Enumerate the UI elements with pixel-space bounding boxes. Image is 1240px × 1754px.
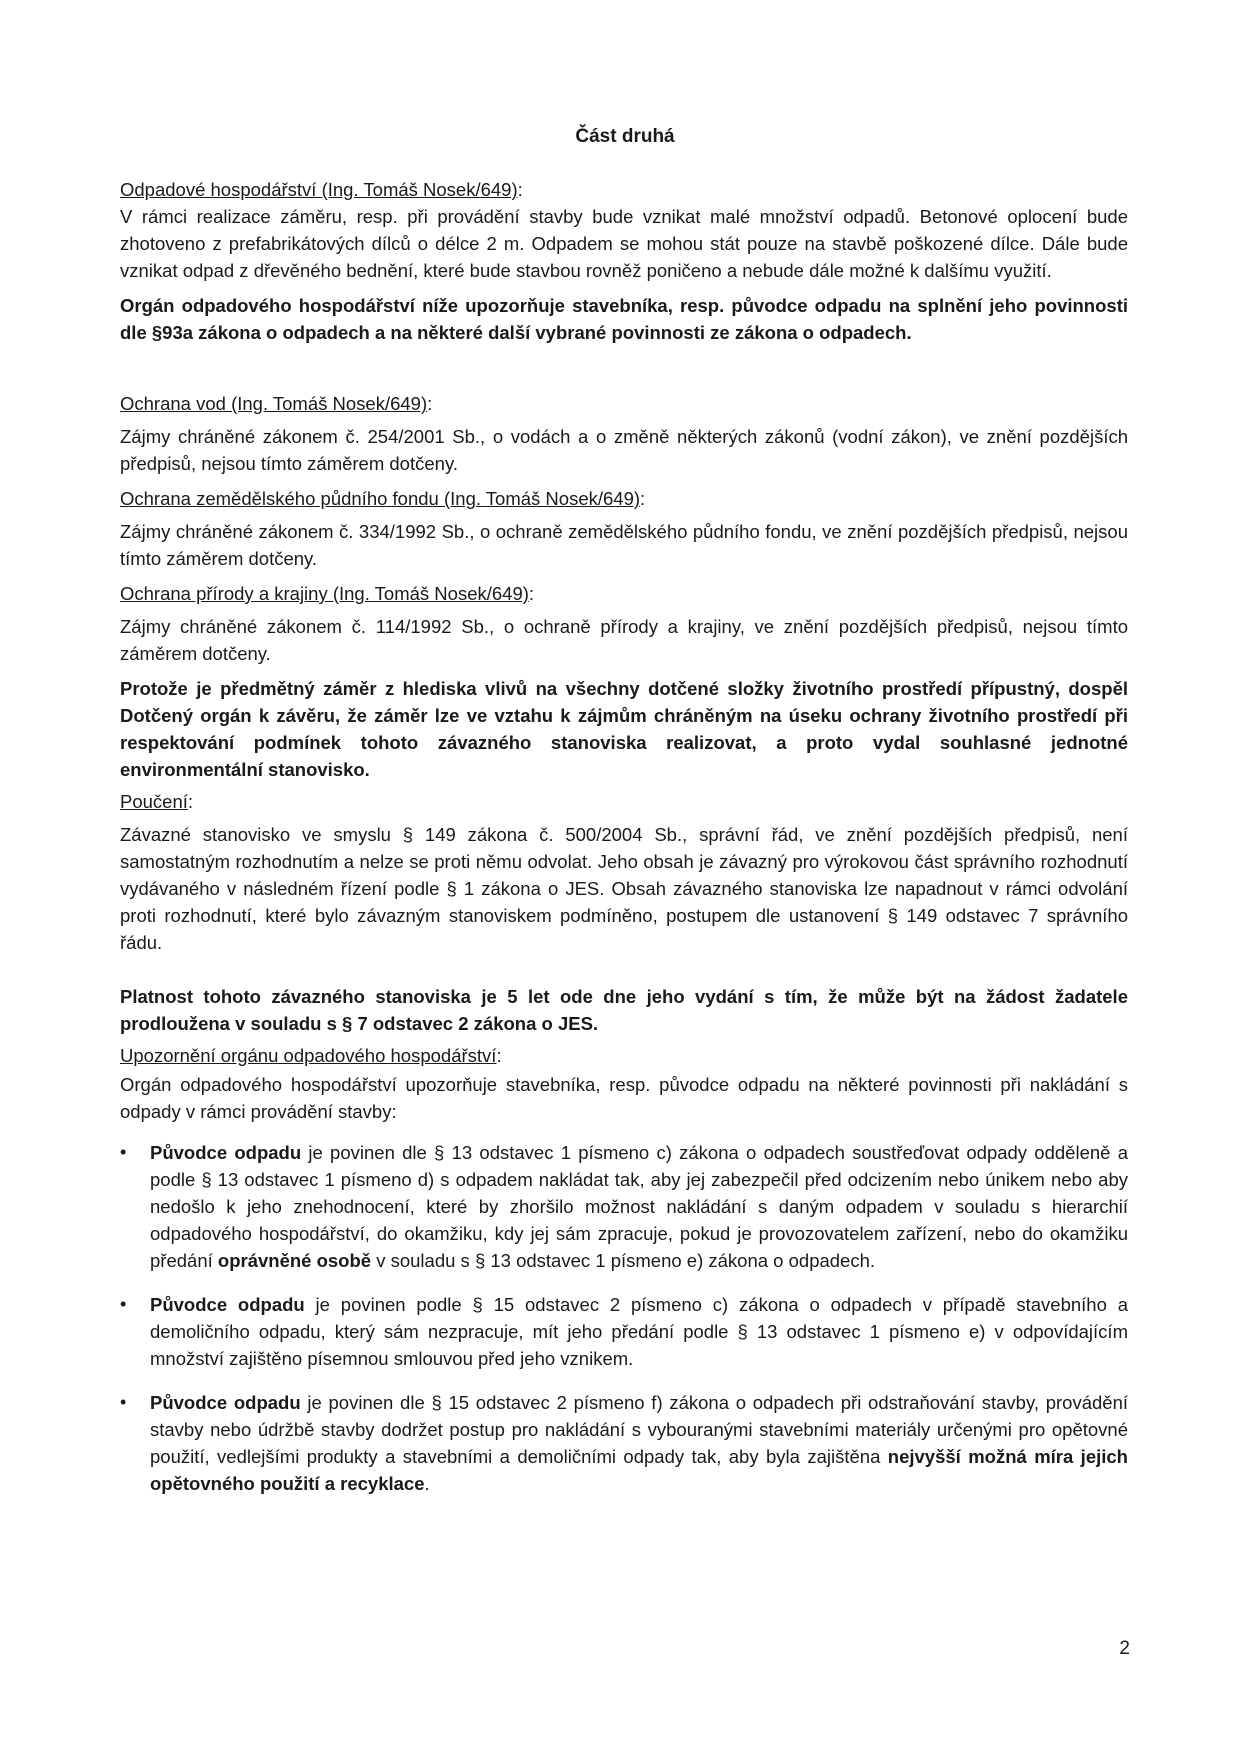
heading-text: Ochrana zemědělského půdního fondu (Ing. Tomáš Nosek/649) [120, 488, 641, 509]
heading-text: Poučení [120, 791, 188, 812]
paragraph-vody: Zájmy chráněné zákonem č. 254/2001 Sb., o vodách a o změně některých zákonů (vodní zákon), ve znění pozdějších předpisů, nejsou tímto záměrem dotčeny. [120, 426, 1128, 474]
section-heading-priroda [120, 580, 1128, 607]
heading-colon: : [427, 393, 433, 414]
heading-colon: : [640, 488, 646, 509]
section-heading-upozorneni [120, 1042, 1128, 1069]
heading-colon: : [496, 1045, 502, 1066]
section-vody [120, 390, 1128, 477]
heading-text: Ochrana přírody a krajiny (Ing. Tomáš Nosek/649) [120, 583, 529, 604]
item-text-end: v souladu s § 13 odstavec 1 písmeno e) zákona o odpadech. [371, 1250, 876, 1271]
page-number: 2 [1119, 1638, 1130, 1659]
paragraph-odpady: V rámci realizace záměru, resp. při provádění stavby bude vznikat malé množství odpadů. Betonové oplocení bude zhotoveno z prefabrikátových dílců o délce 2 m. Odpadem se mohou stát pouze na stavbě poškozené dílce. Dále bude vznikat odpad z dřevěného bednění, které bude stavbou rovněž poničeno a nebude dále možné k dalšímu využití. [120, 206, 1128, 281]
item-emphasis: nejvyšší možná míra jejich opětovného použití a recyklace [150, 1446, 1128, 1494]
list-item [120, 1291, 1128, 1372]
section-pudni [120, 485, 1128, 572]
paragraph-platnost: Platnost tohoto závazného stanoviska je 5 let ode dne jeho vydání s tím, že může být na žádost žadatele prodloužena v souladu s § 7 odstavec 2 zákona o JES. [120, 986, 1128, 1034]
paragraph-upozorneni-intro: Orgán odpadového hospodářství upozorňuje stavebníka, resp. původce odpadu na některé povinnosti při nakládání s odpady v rámci provádění stavby: [120, 1074, 1128, 1122]
section-odpady [120, 176, 1128, 346]
item-text: je povinen podle § 15 odstavec 2 písmeno c) zákona o odpadech v případě stavebního a demoličního odpadu, který sám nezpracuje, mít jeho předání podle § 13 odstavec 1 písmeno e) v odpovídajícím množství zajištěno písemnou smlouvou před jeho vznikem. [150, 1294, 1128, 1369]
heading-colon: : [187, 791, 194, 812]
item-lead: Původce odpadu [150, 1294, 305, 1315]
bullet-icon: • [120, 1142, 127, 1162]
section-upozorneni [120, 1042, 1128, 1514]
list-item [120, 1139, 1128, 1274]
heading-text: Upozornění orgánu odpadového hospodářství [120, 1045, 497, 1066]
paragraph-priroda: Zájmy chráněné zákonem č. 114/1992 Sb., o ochraně přírody a krajiny, ve znění pozdějších předpisů, nejsou tímto záměrem dotčeny. [120, 616, 1128, 664]
item-emphasis: oprávněné osobě [217, 1250, 372, 1271]
page-title: Část druhá [575, 126, 675, 147]
section-heading-vody [120, 390, 1128, 417]
heading-colon: : [528, 583, 535, 604]
paragraph-pouceni: Závazné stanovisko ve smyslu § 149 zákona č. 500/2004 Sb., správní řád, ve znění pozdějších předpisů, není samostatným rozhodnutím a nelze se proti němu odvolat. Jeho obsah je závazný pro výrokovou část správního rozhodnutí vydávaného v následném řízení podle § 1 zákona o JES. Obsah závazného stanoviska lze napadnout v rámci odvolání proti rozhodnutí, které bylo závazným stanoviskem podmíněno, postupem dle ustanovení § 149 odstavec 7 správního řádu. [120, 824, 1128, 953]
section-priroda [120, 580, 1128, 783]
item-text: je povinen dle § 13 odstavec 1 písmeno c) zákona o odpadech soustřeďovat odpady odděleně a podle § 13 odstavec 1 písmeno d) s odpadem nakládat tak, aby jej zabezpečil před odcizením nebo únikem nebo aby nedošlo k jeho znehodnocení, které by zhoršilo možnost nakládání s daným odpadem v souladu s hierarchií odpadového hospodářství, do okamžiku, kdy jej sám zpracuje, pokud je provozovatelem zařízení, nebo do okamžiku předání [150, 1142, 1128, 1271]
item-lead: Původce odpadu [150, 1392, 301, 1413]
bullet-icon: • [120, 1392, 127, 1412]
heading-text: Odpadové hospodářství (Ing. Tomáš Nosek/649) [120, 179, 518, 200]
item-lead: Původce odpadu [150, 1142, 302, 1163]
heading-text: Ochrana vod (Ing. Tomáš Nosek/649) [120, 393, 428, 414]
section-heading-odpady [120, 176, 1128, 203]
item-text: je povinen dle § 15 odstavec 2 písmeno f) zákona o odpadech při odstraňování stavby, provádění stavby nebo údržbě stavby dodržet postup pro nakládání s vybouranými stavebními materiály určenými pro opětovné použití, vedlejšími produkty a stavebními a demoličními odpady tak, aby byla zajištěna [150, 1392, 1128, 1467]
paragraph-priroda-bold: Protože je předmětný záměr z hlediska vlivů na všechny dotčené složky životního prostředí přípustný, dospěl Dotčený orgán k závěru, že záměr lze ve vztahu k zájmům chráněným na úseku ochrany životního prostředí při respektování podmínek tohoto závazného stanoviska realizovat, a proto vydal souhlasné jednotné environmentální stanovisko. [120, 678, 1128, 780]
item-text-end: . [424, 1473, 430, 1494]
section-pouceni [120, 788, 1128, 1037]
bullet-icon: • [120, 1294, 127, 1314]
paragraph-odpady-bold: Orgán odpadového hospodářství níže upozorňuje stavebníka, resp. původce odpadu na splnění jeho povinnosti dle §93a zákona o odpadech a na některé další vybrané povinnosti ze zákona o odpadech. [120, 295, 1128, 343]
paragraph-pudni: Zájmy chráněné zákonem č. 334/1992 Sb., o ochraně zemědělského půdního fondu, ve znění pozdějších předpisů, nejsou tímto záměrem dotčeny. [120, 521, 1128, 569]
section-heading-pudni [120, 485, 1128, 512]
list-item [120, 1389, 1128, 1497]
section-heading-pouceni [120, 788, 1128, 815]
obligations-list [120, 1139, 1128, 1497]
heading-colon: : [517, 179, 523, 200]
